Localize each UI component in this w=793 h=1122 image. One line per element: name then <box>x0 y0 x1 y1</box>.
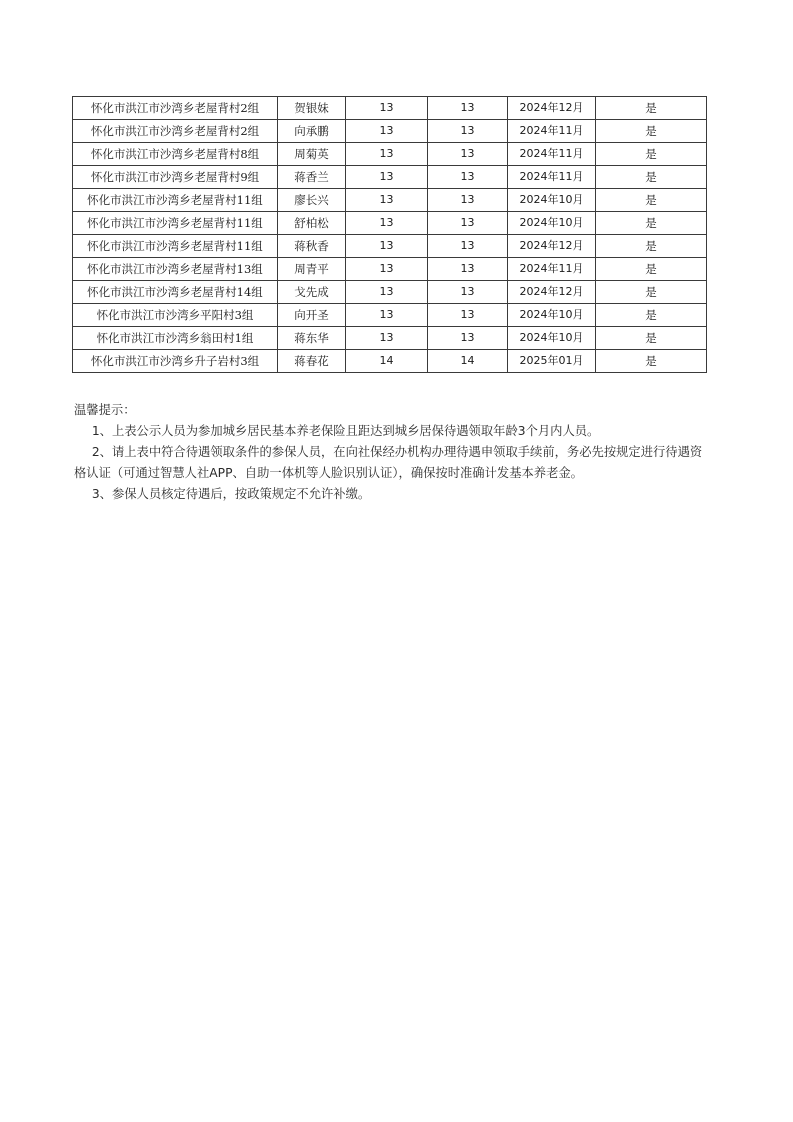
notice-item-1: 1、上表公示人员为参加城乡居民基本养老保险且距达到城乡居保待遇领取年龄3个月内人员。 <box>91 424 600 438</box>
address-cell: 怀化市洪江市沙湾乡升子岩村3组 <box>73 350 278 373</box>
date-cell: 2024年10月 <box>508 304 596 327</box>
address-cell: 怀化市洪江市沙湾乡老屋背村11组 <box>73 212 278 235</box>
date-cell: 2025年01月 <box>508 350 596 373</box>
status-cell: 是 <box>596 212 707 235</box>
name-cell: 蒋香兰 <box>278 166 346 189</box>
table-row <box>73 235 707 258</box>
status-cell: 是 <box>596 97 707 120</box>
value-cell: 13 <box>428 212 508 235</box>
date-cell: 2024年12月 <box>508 281 596 304</box>
value-cell: 13 <box>346 120 428 143</box>
notice-item-2: 2、请上表中符合待遇领取条件的参保人员，在向社保经办机构办理待遇申领取手续前，务必先按规定进行待遇资格认证（可通过智慧人社APP、自助一体机等人脸识别认证），确保按时准确计发基本养老金。 <box>74 445 703 480</box>
name-cell: 戈先成 <box>278 281 346 304</box>
value-cell: 13 <box>428 258 508 281</box>
address-cell: 怀化市洪江市沙湾乡老屋背村2组 <box>73 120 278 143</box>
table-row <box>73 258 707 281</box>
status-cell: 是 <box>596 281 707 304</box>
status-cell: 是 <box>596 143 707 166</box>
date-cell: 2024年11月 <box>508 143 596 166</box>
table-row <box>73 143 707 166</box>
value-cell: 13 <box>346 304 428 327</box>
table-row <box>73 304 707 327</box>
name-cell: 周菊英 <box>278 143 346 166</box>
value-cell: 13 <box>428 304 508 327</box>
table-row <box>73 212 707 235</box>
table-row <box>73 350 707 373</box>
roster-table-body <box>73 97 707 373</box>
address-cell: 怀化市洪江市沙湾乡老屋背村13组 <box>73 258 278 281</box>
value-cell: 13 <box>428 327 508 350</box>
address-cell: 怀化市洪江市沙湾乡老屋背村11组 <box>73 189 278 212</box>
name-cell: 蒋春花 <box>278 350 346 373</box>
name-cell: 蒋东华 <box>278 327 346 350</box>
table-row <box>73 189 707 212</box>
date-cell: 2024年10月 <box>508 189 596 212</box>
date-cell: 2024年11月 <box>508 120 596 143</box>
value-cell: 13 <box>428 166 508 189</box>
table-row <box>73 120 707 143</box>
date-cell: 2024年11月 <box>508 258 596 281</box>
notice-section <box>74 400 710 505</box>
date-cell: 2024年12月 <box>508 97 596 120</box>
status-cell: 是 <box>596 350 707 373</box>
name-cell: 向开圣 <box>278 304 346 327</box>
pension-roster-table <box>72 96 707 373</box>
value-cell: 13 <box>346 97 428 120</box>
value-cell: 14 <box>428 350 508 373</box>
name-cell: 舒柏松 <box>278 212 346 235</box>
value-cell: 13 <box>428 281 508 304</box>
value-cell: 13 <box>346 281 428 304</box>
table-row <box>73 281 707 304</box>
status-cell: 是 <box>596 304 707 327</box>
address-cell: 怀化市洪江市沙湾乡翁田村1组 <box>73 327 278 350</box>
value-cell: 14 <box>346 350 428 373</box>
value-cell: 13 <box>428 120 508 143</box>
notice-heading: 温馨提示： <box>74 403 136 417</box>
address-cell: 怀化市洪江市沙湾乡老屋背村14组 <box>73 281 278 304</box>
table-row <box>73 327 707 350</box>
value-cell: 13 <box>428 97 508 120</box>
date-cell: 2024年10月 <box>508 327 596 350</box>
name-cell: 向承鹏 <box>278 120 346 143</box>
value-cell: 13 <box>346 166 428 189</box>
status-cell: 是 <box>596 189 707 212</box>
name-cell: 周青平 <box>278 258 346 281</box>
value-cell: 13 <box>346 327 428 350</box>
address-cell: 怀化市洪江市沙湾乡老屋背村8组 <box>73 143 278 166</box>
value-cell: 13 <box>346 235 428 258</box>
table-row <box>73 166 707 189</box>
value-cell: 13 <box>428 143 508 166</box>
value-cell: 13 <box>428 189 508 212</box>
address-cell: 怀化市洪江市沙湾乡平阳村3组 <box>73 304 278 327</box>
date-cell: 2024年11月 <box>508 166 596 189</box>
value-cell: 13 <box>428 235 508 258</box>
value-cell: 13 <box>346 258 428 281</box>
name-cell: 蒋秋香 <box>278 235 346 258</box>
table-row <box>73 97 707 120</box>
status-cell: 是 <box>596 235 707 258</box>
notice-item-3: 3、参保人员核定待遇后，按政策规定不允许补缴。 <box>91 487 371 501</box>
date-cell: 2024年12月 <box>508 235 596 258</box>
value-cell: 13 <box>346 143 428 166</box>
status-cell: 是 <box>596 120 707 143</box>
name-cell: 贺银妹 <box>278 97 346 120</box>
status-cell: 是 <box>596 166 707 189</box>
address-cell: 怀化市洪江市沙湾乡老屋背村2组 <box>73 97 278 120</box>
name-cell: 廖长兴 <box>278 189 346 212</box>
address-cell: 怀化市洪江市沙湾乡老屋背村9组 <box>73 166 278 189</box>
value-cell: 13 <box>346 212 428 235</box>
status-cell: 是 <box>596 258 707 281</box>
status-cell: 是 <box>596 327 707 350</box>
address-cell: 怀化市洪江市沙湾乡老屋背村11组 <box>73 235 278 258</box>
date-cell: 2024年10月 <box>508 212 596 235</box>
value-cell: 13 <box>346 189 428 212</box>
